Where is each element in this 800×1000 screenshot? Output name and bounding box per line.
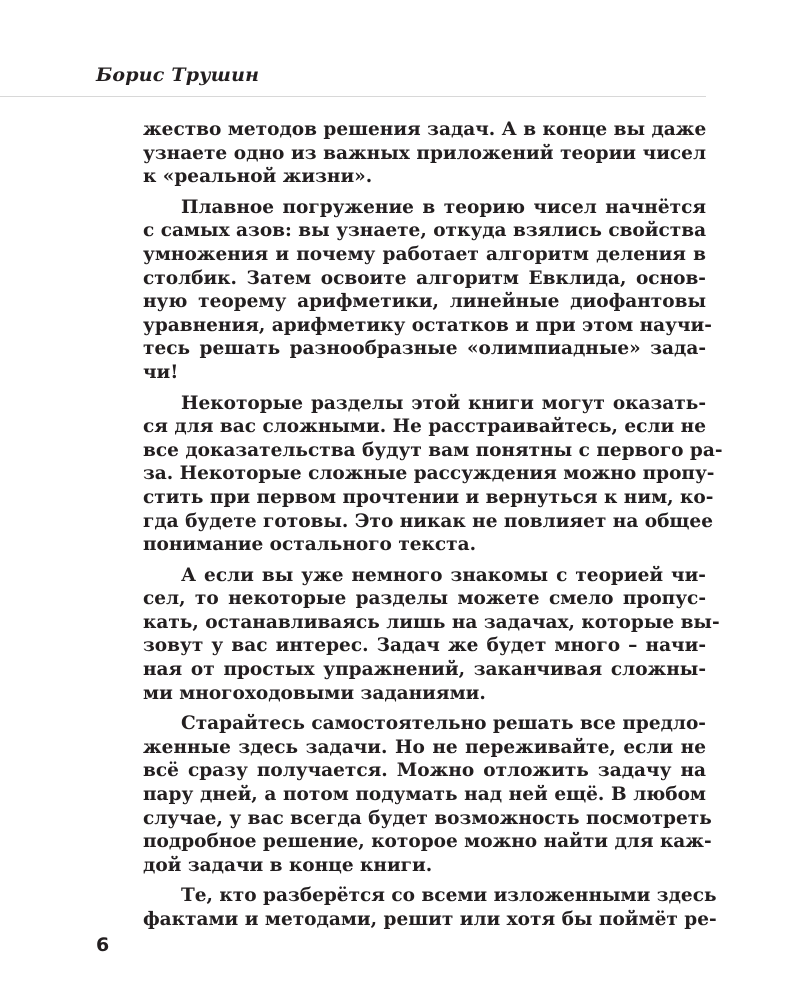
text-line: пару дней, а потом подумать над ней ещё. В любом	[143, 784, 706, 806]
text-line: понимание остального текста.	[143, 534, 477, 556]
text-line: ную теорему арифметики, линейные диофантовы	[143, 291, 706, 313]
text-line: ная от простых упражнений, заканчивая сложны-	[143, 659, 706, 681]
header-divider	[0, 96, 706, 97]
paragraph-2	[143, 196, 712, 385]
text-line: фактами и методами, решит или хотя бы поймёт ре-	[143, 909, 717, 930]
paragraph-5	[143, 712, 712, 877]
paragraph-1	[143, 118, 706, 189]
text-line: случае, у вас всегда будет возможность посмотреть	[143, 807, 712, 829]
paragraph-4	[143, 564, 720, 706]
running-head-author: Борис Трушин	[96, 64, 260, 86]
paragraph-6	[143, 884, 717, 931]
text-line: к «реальной жизни».	[143, 166, 373, 188]
text-line: чи!	[143, 361, 179, 383]
text-line: за. Некоторые сложные рассуждения можно пропу-	[143, 463, 715, 485]
text-line: зовут у вас интерес. Задач же будет много – начи-	[143, 635, 706, 657]
text-line: умножения и почему работает алгоритм деления в	[143, 243, 706, 265]
text-line: А если вы уже немного знакомы с теорией чи-	[181, 564, 706, 586]
text-line: стить при первом прочтении и вернуться к ним, ко-	[143, 486, 714, 508]
text-line: уравнения, арифметику остатков и при этом научи-	[143, 314, 712, 336]
text-line: узнаете одно из важных приложений теории чисел	[143, 142, 706, 164]
text-line: Те, кто разберётся со всеми изложенными здесь	[181, 885, 717, 907]
text-line: сел, то некоторые разделы можете смело пропус-	[143, 588, 706, 610]
text-line: подробное решение, которое можно найти для каж-	[143, 831, 712, 853]
paragraph-3	[143, 392, 723, 557]
text-line: Плавное погружение в теорию чисел начнётся	[181, 196, 706, 218]
text-line: дой задачи в конце книги.	[143, 854, 433, 876]
text-line: все доказательства будут вам понятны с первого ра-	[143, 439, 723, 461]
text-line: с самых азов: вы узнаете, откуда взялись свойства	[143, 220, 707, 242]
text-line: жество методов решения задач. А в конце вы даже	[143, 119, 707, 140]
text-line: тесь решать разнообразные «олимпиадные» зада-	[143, 338, 706, 360]
text-line: кать, останавливаясь лишь на задачах, которые вы-	[143, 611, 720, 633]
text-line: ми многоходовыми заданиями.	[143, 682, 486, 704]
text-line: Старайтесь самостоятельно решать все предло-	[181, 713, 706, 735]
text-line: всё сразу получается. Можно отложить задачу на	[143, 760, 706, 782]
page-number: 6	[96, 934, 110, 956]
text-line: женные здесь задачи. Но не переживайте, если не	[143, 736, 706, 758]
text-line: столбик. Затем освоите алгоритм Евклида, основ-	[143, 267, 706, 289]
text-line: гда будете готовы. Это никак не повлияет на общее	[143, 510, 713, 532]
text-line: Некоторые разделы этой книги могут оказать-	[181, 392, 706, 414]
body-text	[143, 118, 723, 932]
text-line: ся для вас сложными. Не расстраивайтесь, если не	[143, 416, 706, 438]
